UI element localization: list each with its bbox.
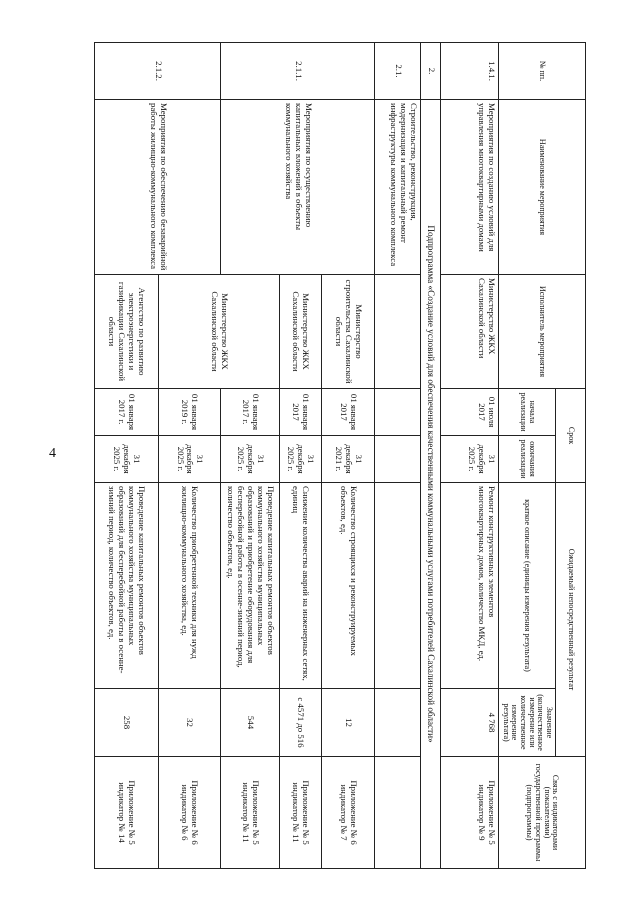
cell-desc: Количество приобретенной техники для нужд жилищно-коммунального хозяйства, ед. (158, 483, 221, 689)
cell-link: Приложение № 6 индикатор № 7 (321, 757, 374, 869)
cell-value: 32 (158, 689, 221, 757)
cell-start: 01 января 2017 г. (221, 389, 279, 436)
cell-executor: Министерство ЖКХ Сахалинской области (440, 275, 498, 389)
cell-empty (375, 436, 421, 483)
rotated-table-wrapper (94, 42, 586, 868)
cell-end: 31 декабря 2025 г. (440, 436, 498, 483)
cell-empty (375, 275, 421, 389)
table-row-1-4-1 (440, 43, 498, 869)
header-result: Ожидаемый непосредственный результат (556, 483, 586, 757)
table-row-2-1-1-a (321, 43, 374, 869)
cell-executor: Агентство по развитию электроэнергетики и газификации Сахалинской области (95, 275, 159, 389)
cell-name: Мероприятия по осуществлению капитальных вложений в объекты коммунального хозяйства (221, 100, 375, 275)
cell-desc: Проведение капитальных ремонтов объектов коммунального хозяйства муниципальных образований и приобретение оборудования для бесперебойной работы в осенне-зимний период, количество объектов, ед. (221, 483, 279, 689)
cell-num: 2.1. (375, 43, 421, 100)
cell-end: 31 декабря 2025 г. (95, 436, 159, 483)
cell-desc: Количество строящихся и реконструируемых объектов, ед. (321, 483, 374, 689)
cell-value: 258 (95, 689, 159, 757)
cell-desc: Проведение капитальных ремонтов объектов коммунального хозяйства муниципальных образований для бесперебойной работы в осенне-зимний период, количество объектов, ед. (95, 483, 159, 689)
section-row-2 (421, 43, 440, 869)
table-row-2-1 (375, 43, 421, 869)
cell-num: 2.1.1. (221, 43, 375, 100)
cell-link: Приложение № 5 индикатор № 11 (279, 757, 321, 869)
cell-start: 01 января 2017 (321, 389, 374, 436)
header-num: № пп. (499, 43, 586, 100)
cell-value: 12 (321, 689, 374, 757)
header-link: Связь с индикаторами (показателями) государственной программы (подпрограммы) (499, 757, 586, 869)
cell-num: 2.1.2. (95, 43, 221, 100)
cell-empty (375, 389, 421, 436)
header-executor: Исполнитель мероприятия (499, 275, 586, 389)
cell-empty (375, 757, 421, 869)
measures-table (94, 42, 586, 869)
table-row-2-1-2-a (158, 43, 221, 869)
header-name: Наименование мероприятия (499, 100, 586, 275)
cell-value: 544 (221, 689, 279, 757)
cell-end: 31 декабря 2025 г. (158, 436, 221, 483)
cell-start: 01 января 2017 (279, 389, 321, 436)
cell-name: Строительство, реконструкция, модернизация и капитальный ремонт инфраструктуры коммунального комплекса (375, 100, 421, 275)
cell-start: 01 июля 2017 (440, 389, 498, 436)
cell-num: 1.4.1. (440, 43, 498, 100)
cell-link: Приложение № 5 индикатор № 14 (95, 757, 159, 869)
cell-name: Мероприятия по созданию условий для управления многоквартирными домами (440, 100, 498, 275)
header-term-end: окончания реализации (499, 436, 556, 483)
cell-empty (375, 689, 421, 757)
page-number: 4 (49, 446, 56, 461)
cell-end: 31 декабря 2021 г. (321, 436, 374, 483)
cell-start: 01 января 2019 г. (158, 389, 221, 436)
cell-executor: Министерство строительства Сахалинской области (321, 275, 374, 389)
cell-link: Приложение № 5 индикатор № 9 (440, 757, 498, 869)
cell-value: 4 768 (440, 689, 498, 757)
header-result-value: Значение (количественное измерение или количественное измерение результата) (499, 689, 556, 757)
cell-end: 31 декабря 2025 г. (221, 436, 279, 483)
header-term-start: начала реализации (499, 389, 556, 436)
cell-num: 2. (421, 43, 440, 100)
header-row-1 (556, 43, 586, 869)
cell-start: 01 января 2017 г. (95, 389, 159, 436)
cell-executor-shared: Министерство ЖКХ Сахалинской области (158, 275, 279, 389)
cell-name: Мероприятия по обеспечению безаварийной работы жилищно-коммунального комплекса (95, 100, 221, 275)
cell-empty (375, 483, 421, 689)
section-title: Подпрограмма «Создание условий для обеспечения качественными коммунальными услугами потребителей Сахалинской области» (421, 100, 440, 869)
cell-end: 31 декабря 2025 г. (279, 436, 321, 483)
cell-link: Приложение № 5 индикатор № 11 (221, 757, 279, 869)
cell-desc: Снижение количества аварий на инженерных сетях, единиц (279, 483, 321, 689)
header-result-desc: краткое описание (единицы измерения результата) (499, 483, 556, 689)
cell-value: с 4571 до 516 (279, 689, 321, 757)
cell-link: Приложение № 6 индикатор № 6 (158, 757, 221, 869)
cell-executor: Министерство ЖКХ Сахалинской области (279, 275, 321, 389)
header-term: Срок (556, 389, 586, 483)
cell-desc: Ремонт конструктивных элементов многоквартирных домов, количество МКД, ед. (440, 483, 498, 689)
